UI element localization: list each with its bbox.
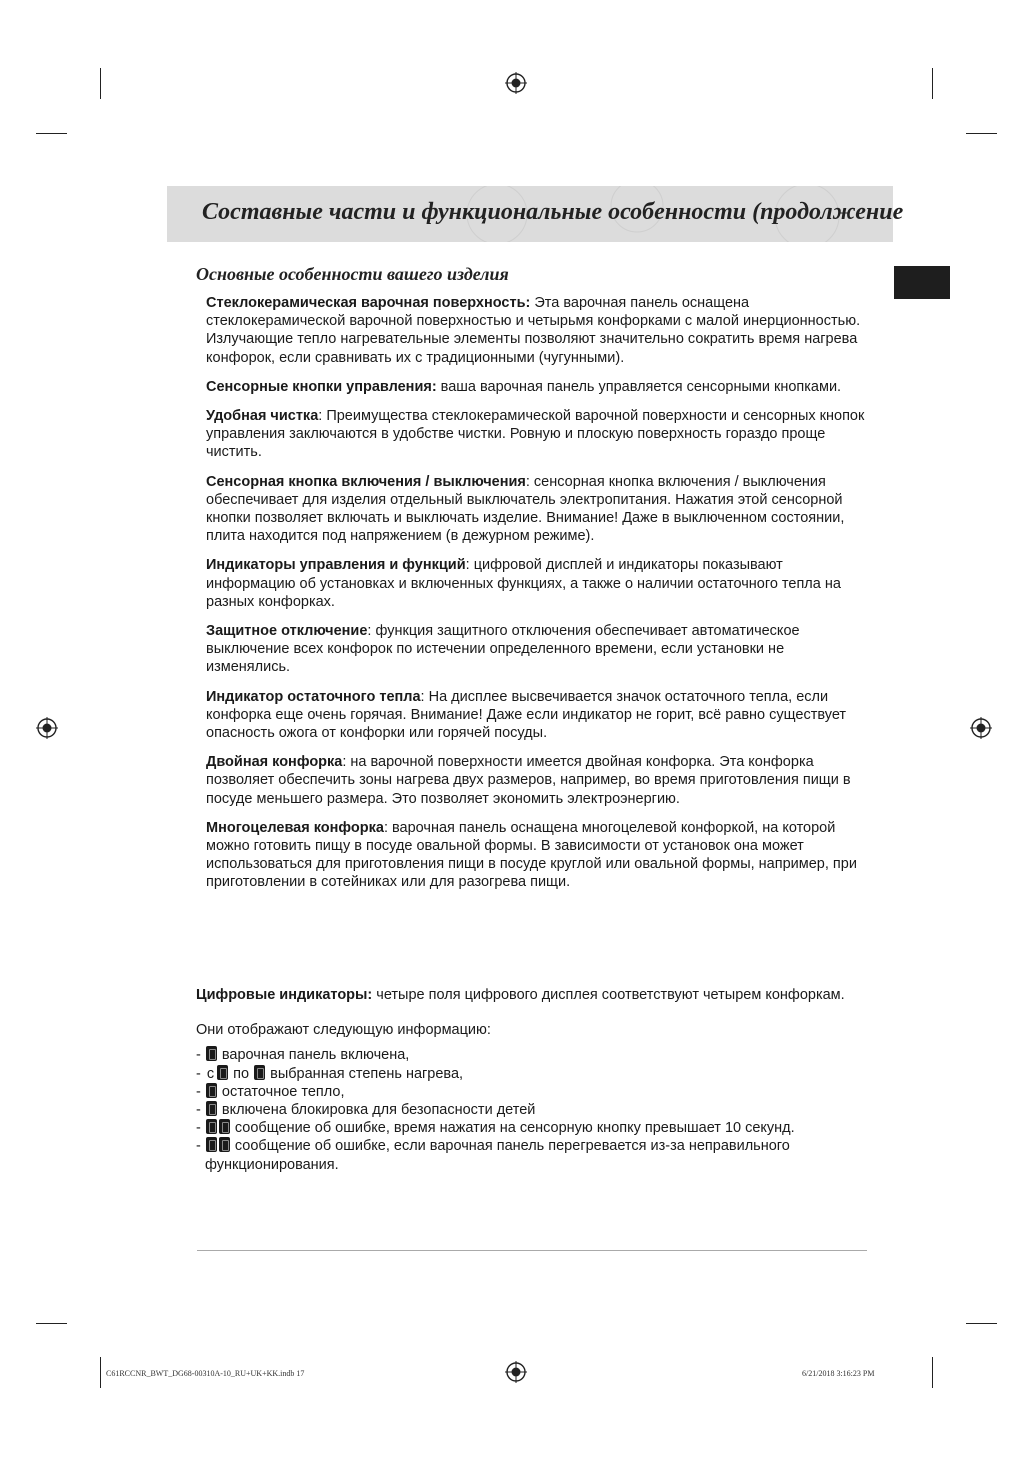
crop-mark bbox=[100, 68, 101, 99]
feature-term: Индикатор остаточного тепла bbox=[206, 688, 421, 705]
feature-item bbox=[206, 407, 866, 462]
registration-mark-icon bbox=[970, 717, 992, 739]
divider bbox=[197, 1250, 867, 1251]
display-s-icon bbox=[206, 1119, 217, 1134]
display-digit-nine-icon bbox=[254, 1065, 265, 1080]
feature-term: Сенсорные кнопки управления: bbox=[206, 378, 437, 395]
indicator-item: - варочная панель включена, bbox=[196, 1047, 410, 1064]
display-digit-one-icon bbox=[217, 1065, 228, 1080]
info-intro: Они отображают следующую информацию: bbox=[196, 1022, 491, 1039]
indicator-item: - включена блокировка для безопасности детей bbox=[196, 1102, 536, 1119]
feature-item bbox=[206, 753, 866, 808]
feature-text: : Преимущества стеклокерамической варочной поверхности и сенсорных кнопок управления заключаются в удобстве чистки. Ровную и плоскую поверхность гораздо проще чистить. bbox=[206, 408, 865, 461]
feature-term: Защитное отключение bbox=[206, 623, 368, 640]
crop-mark bbox=[966, 1323, 997, 1324]
feature-term: Сенсорная кнопка включения / выключения bbox=[206, 473, 526, 490]
feature-text: : функция защитного отключения обеспечивает автоматическое выключение всех конфорок по истечении определенного времени, если установки не изменялись. bbox=[206, 623, 800, 676]
indicator-text: сообщение об ошибке, время нажатия на сенсорную кнопку превышает 10 секунд. bbox=[234, 1120, 795, 1137]
indicator-text-continued: функционирования. bbox=[205, 1156, 339, 1173]
indicator-text: включена блокировка для безопасности детей bbox=[221, 1102, 536, 1119]
feature-term: Многоцелевая конфорка bbox=[206, 819, 384, 836]
feature-text: Эта варочная панель оснащена стеклокерамической варочной поверхностью и четырьмя конфорками с малой инерционностью. Излучающие тепло нагревательные элементы позволяют значительно сократить время нагрева конфорок, если сравнивать их с традиционными (чугунными). bbox=[206, 295, 861, 366]
indicator-item: - с по выбранная степень нагрева, bbox=[196, 1065, 464, 1082]
registration-mark-icon bbox=[505, 1361, 527, 1383]
display-e-icon bbox=[219, 1119, 230, 1134]
digital-indicators-section bbox=[196, 986, 866, 1174]
feature-item bbox=[206, 556, 866, 611]
indicator-list bbox=[196, 1046, 866, 1173]
features-list bbox=[206, 294, 866, 903]
crop-mark bbox=[966, 133, 997, 134]
indicator-text: остаточное тепло, bbox=[221, 1083, 345, 1100]
registration-mark-icon bbox=[36, 717, 58, 739]
display-dash-icon bbox=[206, 1046, 217, 1061]
feature-term: Двойная конфорка bbox=[206, 754, 343, 771]
display-h-icon bbox=[219, 1137, 230, 1152]
feature-item bbox=[206, 294, 866, 367]
feature-item bbox=[206, 688, 866, 743]
digital-term: Цифровые индикаторы: bbox=[196, 987, 373, 1003]
feature-item bbox=[206, 473, 866, 546]
feature-text: : на варочной поверхности имеется двойная конфорка. Эта конфорка позволяет обеспечить зоны нагрева двух размеров, например, во время приготовления пищи в посуде меньшего размера. Это позволяет экономить электроэнергию. bbox=[206, 754, 851, 807]
feature-text: : На дисплее высвечивается значок остаточного тепла, если конфорка еще очень горячая. Внимание! Даже если индикатор не горит, всё равно существует опасность ожога от конфорки или горячей посуды. bbox=[206, 688, 847, 742]
display-h-icon bbox=[206, 1083, 217, 1098]
page-title: Составные части и функциональные особенности (продолжение bbox=[202, 199, 904, 225]
indicator-item: - остаточное тепло, bbox=[196, 1083, 345, 1100]
digital-text: четыре поля цифрового дисплея соответствуют четырем конфоркам. bbox=[372, 987, 845, 1003]
section-subheading: Основные особенности вашего изделия bbox=[196, 264, 509, 284]
footer-timestamp: 6/21/2018 3:16:23 PM bbox=[802, 1369, 875, 1378]
crop-mark bbox=[932, 68, 933, 99]
feature-item bbox=[206, 378, 866, 396]
crop-mark bbox=[932, 1357, 933, 1388]
feature-term: Индикаторы управления и функций bbox=[206, 557, 466, 574]
feature-text: : варочная панель оснащена многоцелевой конфоркой, на которой можно готовить пищу в посуде овальной формы. В зависимости от установок она может использоваться для приготовления пищи в посуде круглой или овальной формы, например, при приготовлении в сотейниках или для разогрева пищи. bbox=[206, 819, 857, 891]
indicator-text: выбранная степень нагрева, bbox=[270, 1065, 464, 1082]
indicator-item: - сообщение об ошибке, если варочная панель перегревается из-за неправильного функционирования. bbox=[196, 1137, 866, 1173]
footer-filename: C61RCCNR_BWT_DG68-00310A-10_RU+UK+KK.indb 17 bbox=[106, 1369, 305, 1378]
indicator-text: сообщение об ошибке, если варочная панель перегревается из-за неправильного bbox=[234, 1138, 790, 1155]
feature-item bbox=[206, 819, 866, 892]
indicator-item: - сообщение об ошибке, время нажатия на сенсорную кнопку превышает 10 секунд. bbox=[196, 1120, 795, 1137]
display-l-icon bbox=[206, 1101, 217, 1116]
crop-mark bbox=[100, 1357, 101, 1388]
feature-text: ваша варочная панель управляется сенсорными кнопками. bbox=[436, 378, 842, 395]
feature-text: : цифровой дисплей и индикаторы показывают информацию об установках и включенных функциях, а также о наличии остаточного тепла на разных конфорках. bbox=[206, 557, 841, 610]
feature-term: Удобная чистка bbox=[206, 408, 319, 425]
digital-description bbox=[196, 986, 866, 1004]
crop-mark bbox=[36, 1323, 67, 1324]
registration-mark-icon bbox=[505, 72, 527, 94]
range-from-label: с bbox=[206, 1065, 215, 1082]
feature-item bbox=[206, 622, 866, 677]
indicator-text: варочная панель включена, bbox=[221, 1047, 410, 1064]
display-o-icon bbox=[206, 1137, 217, 1152]
crop-mark bbox=[36, 133, 67, 134]
section-tab bbox=[894, 266, 950, 299]
feature-term: Стеклокерамическая варочная поверхность: bbox=[206, 295, 531, 311]
range-to-label: по bbox=[233, 1065, 250, 1082]
feature-text: : сенсорная кнопка включения / выключения обеспечивает для изделия отдельный выключатель электропитания. Нажатия этой сенсорной кнопки позволяет включать и выключать изделие. Внимание! Даже в выключенном состоянии, плита находится под напряжением (в дежурном режиме). bbox=[206, 473, 845, 545]
